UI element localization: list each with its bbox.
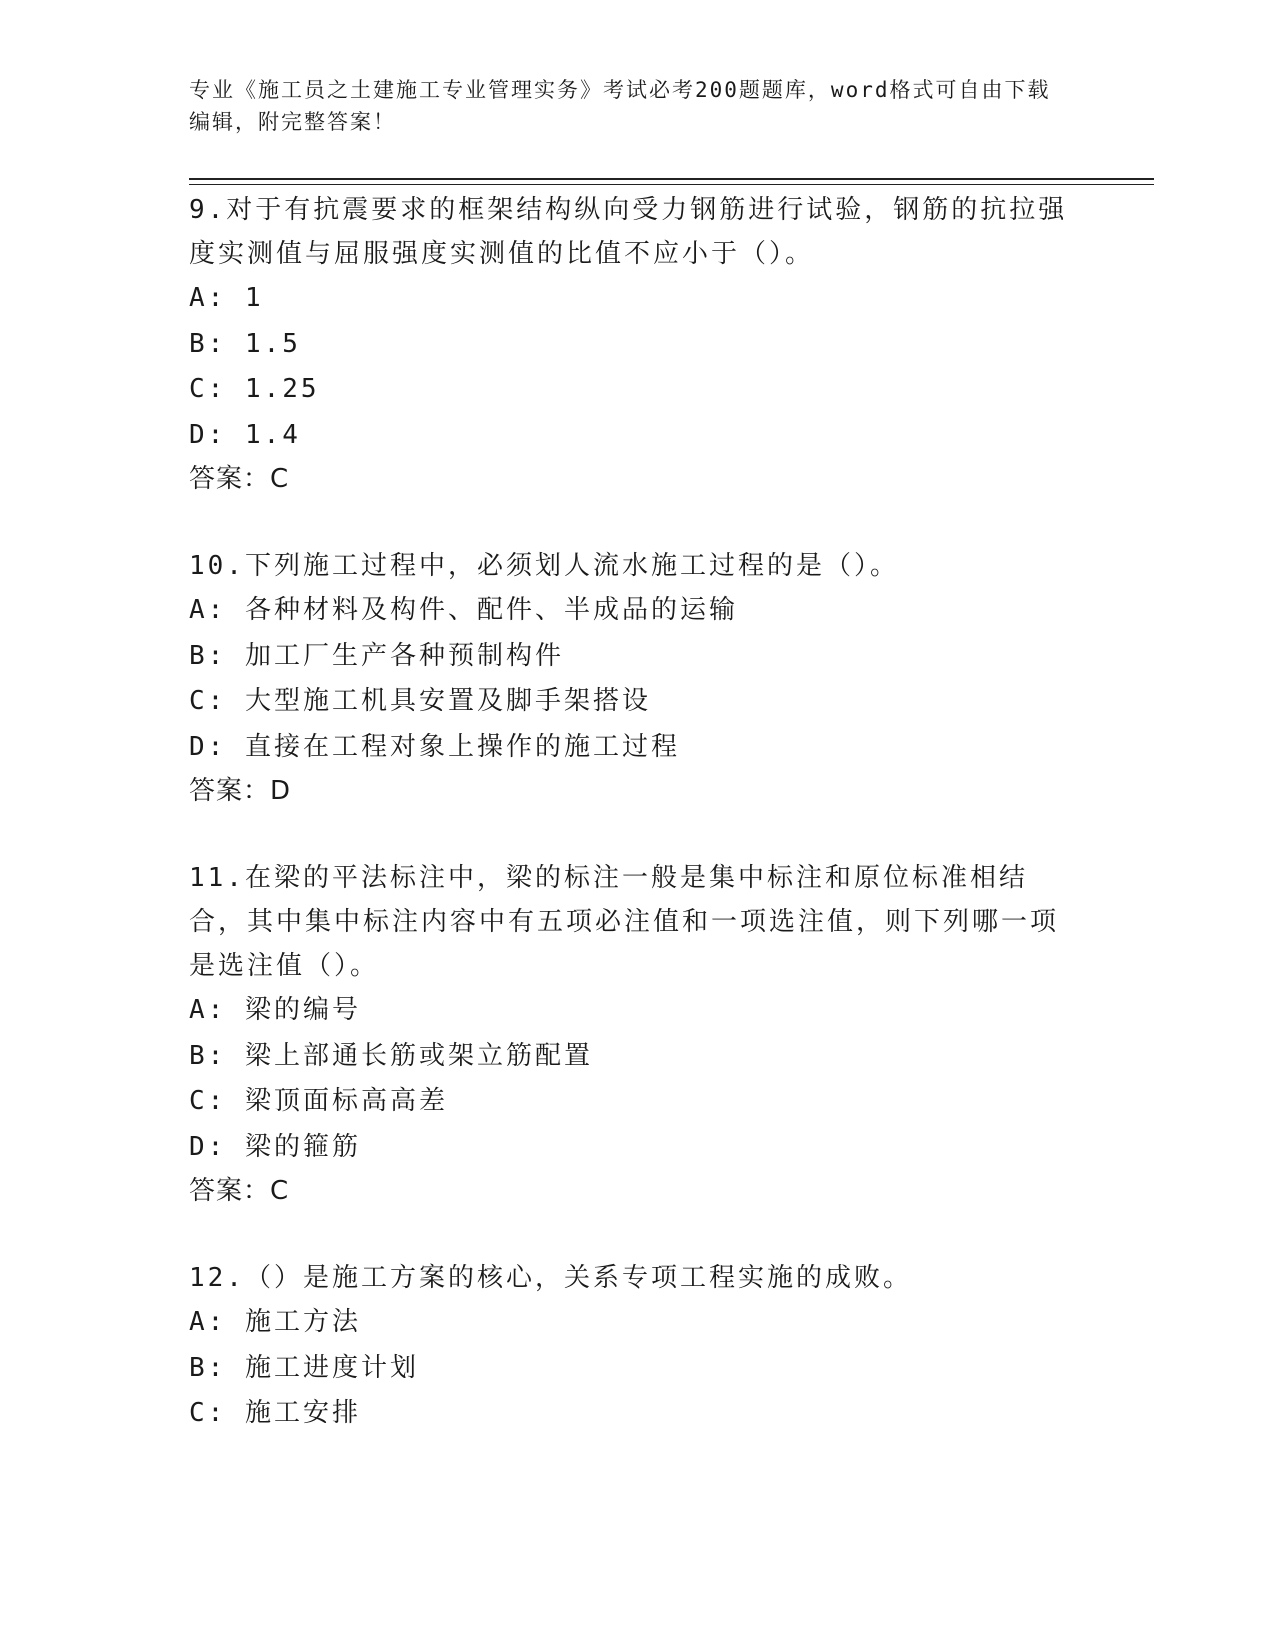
option-label: D: [189, 1131, 227, 1162]
answer-line: 答案：C [189, 1176, 290, 1206]
option-label: C: [189, 1086, 227, 1116]
option-text: 加工厂生产各种预制构件 [244, 640, 564, 671]
document-header: 专业《施工员之土建施工专业管理实务》考试必考200题题库，word格式可自由下载编辑，附完整答案！ [189, 78, 1051, 134]
option-text: 1.25 [244, 374, 320, 404]
question-list [189, 188, 1069, 1481]
option-text: 直接在工程对象上操作的施工过程 [244, 731, 680, 762]
option-label: A: [189, 995, 227, 1025]
question-stem: 10.下列施工过程中，必须划人流水施工过程的是（）。 [189, 551, 899, 581]
option-b [189, 1034, 1069, 1080]
answer-line: 答案：D [189, 776, 292, 806]
option-b [189, 1346, 1069, 1392]
question-item [189, 544, 1069, 812]
option-a [189, 588, 1069, 634]
option-text: 1.4 [244, 419, 301, 450]
option-d [189, 413, 1069, 459]
option-c [189, 679, 1069, 725]
option-label: A: [189, 1307, 227, 1337]
option-a [189, 276, 1069, 322]
question-stem: 11.在梁的平法标注中，梁的标注一般是集中标注和原位标准相结合，其中集中标注内容中有五项必注值和一项选注值，则下列哪一项是选注值（）。 [189, 863, 1060, 981]
option-c [189, 1391, 1069, 1437]
option-label: D: [189, 731, 227, 762]
option-a [189, 988, 1069, 1034]
option-text: 施工进度计划 [244, 1352, 419, 1383]
option-label: C: [189, 686, 227, 716]
option-text: 各种材料及构件、配件、半成品的运输 [244, 595, 738, 625]
option-label: C: [189, 1398, 227, 1428]
question-item [189, 188, 1069, 500]
option-d [189, 725, 1069, 771]
option-label: B: [189, 328, 227, 359]
option-label: A: [189, 283, 227, 313]
option-text: 大型施工机具安置及脚手架搭设 [244, 686, 651, 716]
option-text: 1 [244, 283, 264, 313]
option-label: B: [189, 1040, 227, 1071]
option-c [189, 367, 1069, 413]
question-item [189, 856, 1069, 1212]
question-stem: 12.（）是施工方案的核心，关系专项工程实施的成败。 [189, 1263, 912, 1293]
option-b [189, 634, 1069, 680]
option-text: 梁的编号 [244, 995, 361, 1025]
option-label: B: [189, 1352, 227, 1383]
option-text: 梁的箍筋 [244, 1131, 361, 1162]
option-text: 梁顶面标高高差 [244, 1086, 448, 1116]
option-label: B: [189, 640, 227, 671]
option-text: 施工方法 [244, 1307, 361, 1337]
option-b [189, 322, 1069, 368]
header-divider [189, 178, 1154, 185]
option-c [189, 1079, 1069, 1125]
option-text: 梁上部通长筋或架立筋配置 [244, 1040, 593, 1071]
option-d [189, 1125, 1069, 1171]
option-text: 1.5 [244, 328, 301, 359]
option-label: C: [189, 374, 227, 404]
question-item [189, 1256, 1069, 1437]
option-label: A: [189, 595, 227, 625]
answer-line: 答案：C [189, 464, 290, 494]
option-text: 施工安排 [244, 1398, 361, 1428]
option-a [189, 1300, 1069, 1346]
question-stem: 9.对于有抗震要求的框架结构纵向受力钢筋进行试验，钢筋的抗拉强度实测值与屈服强度实测值的比值不应小于（）。 [189, 195, 1068, 269]
option-label: D: [189, 419, 227, 450]
